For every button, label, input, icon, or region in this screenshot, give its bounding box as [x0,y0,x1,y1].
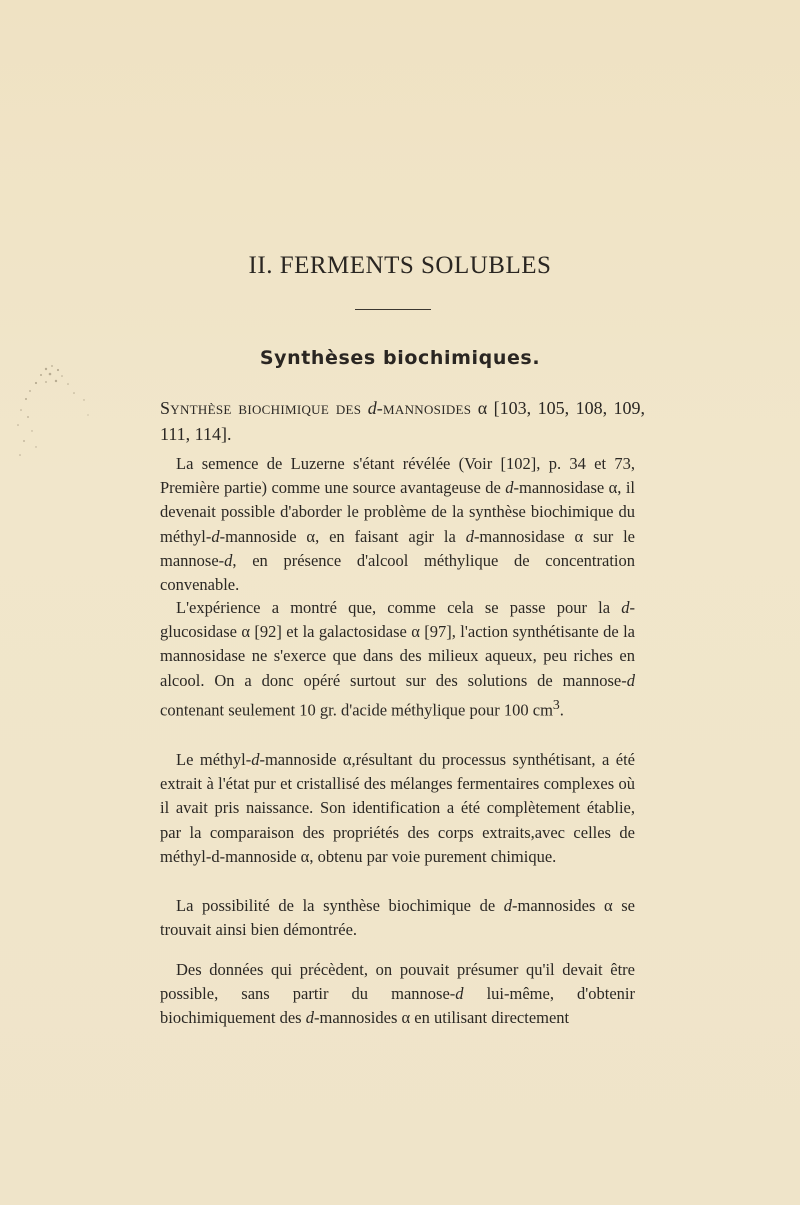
p2-text-3: contenant seulement 10 gr. d'acide méthylique pour 100 cm [160,700,553,720]
p2-text-2: -glucosidase α [92] et la galactosidase α [97], l'action synthétisante de la mannosidase ne s'exerce que dans des milieux aqueux, peu riches en alcool. On a donc opéré surtout sur des solutions de mannose- [160,598,635,690]
p1-text-1: La semence de Luzerne s'étant révélée (Voir [102], p. 34 et 73, Première partie) comme une source avantageuse de [160,454,635,498]
p4-italic-1: d [503,896,513,915]
p5-text-2: lui-même, d'obtenir biochimiquement des [160,984,635,1028]
p1-italic-1: d [505,478,514,498]
p5-italic-2: d [305,1008,314,1028]
p1-italic-4: d [224,550,233,570]
p5-text-3: -mannosides α en utilisant directement [313,1008,570,1028]
p2-superscript: 3 [552,696,560,712]
p3-text-1: Le méthyl- [176,750,252,769]
p5-italic-1: d [455,984,464,1004]
subheading-label: Synthèse biochimique des [160,398,362,418]
p3-text-2: -mannoside α,résultant du processus synthétisant, a été extrait à l'état pur et cristallisé des mélanges fermentaires complexes où il avait pris naissance. Son identification a été complètement établie, par la comparaison des propriétés des corps extraits,avec celles de méthyl-d-mannoside α, obtenu par voie purement chimique. [160,750,635,866]
p1-text-2: -mannosidase α, il devenait possible d'aborder le problème de la synthèse biochimique du méthyl- [160,478,635,546]
p1-text-4: -mannosidase α sur le mannose- [160,526,635,570]
subheading-label-rest: -mannosides [376,398,472,418]
p1-italic-2: d [211,526,220,546]
p4-text-1: La possibilité de la synthèse biochimique de [176,896,504,915]
p5-text-1: Des données qui précèdent, on pouvait présumer qu'il devait être possible, sans partir du mannose- [160,960,635,1004]
paragraph-3 [160,748,635,869]
p1-text-3: -mannoside α, en faisant agir la [219,526,466,546]
p4-text-2: -mannosides α se trouvait ainsi bien démontrée. [160,896,635,940]
p1-text-5: , en présence d'alcool méthylique de concentration convenable. [160,550,635,595]
subheading-refs: [103, 105, 108, 109, 111, 114]. [160,398,646,444]
p2-text-4: . [559,700,564,720]
paragraph-1 [160,452,635,597]
section-title: Synthèses biochimiques. [259,347,541,369]
subheading [160,395,645,447]
paragraph-2 [160,596,635,723]
subheading-alpha: α [477,398,488,418]
ink-stain-mark [6,355,101,475]
p1-italic-3: d [465,526,474,546]
title-divider [355,309,431,310]
subheading-italic-d: d [367,398,377,418]
p2-italic-2: d [626,670,635,690]
p2-text-1: L'expérience a montré que, comme cela se passe pour la [176,598,622,617]
p3-italic-1: d [251,750,260,769]
p2-italic-1: d [621,598,630,617]
chapter-title: II. FERMENTS SOLUBLES [248,252,552,279]
paragraph-5 [160,958,635,1031]
paragraph-4 [160,894,635,942]
